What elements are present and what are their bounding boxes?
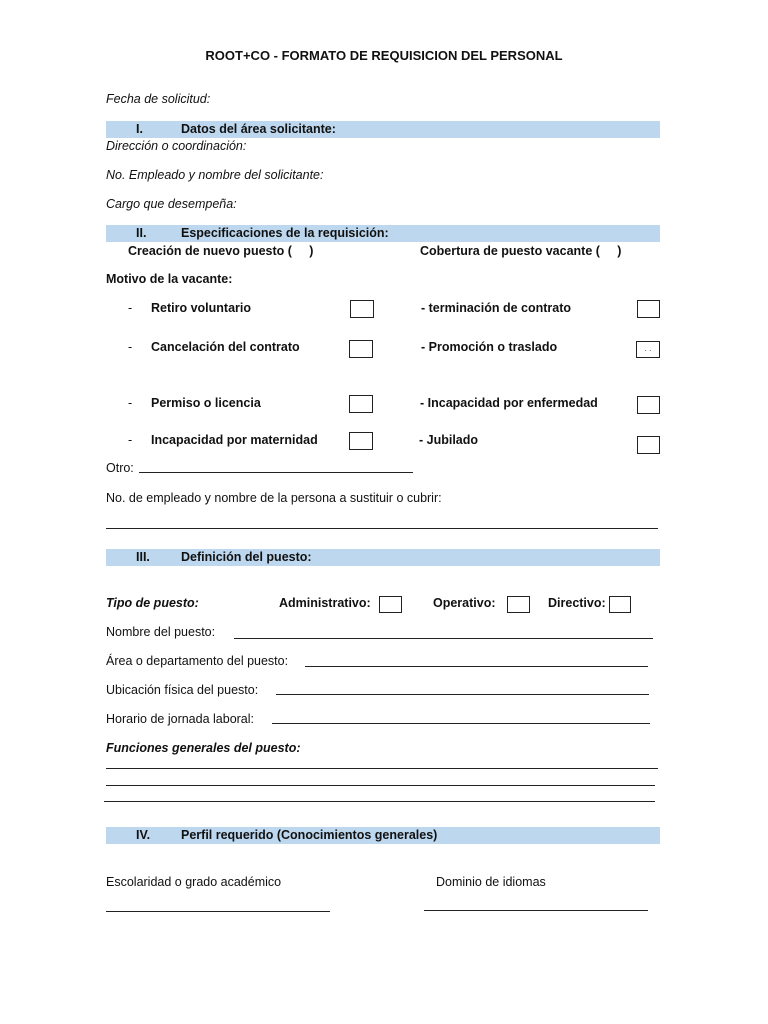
ubicacion-fisica-input-line[interactable] xyxy=(276,694,649,695)
fecha-solicitud-label: Fecha de solicitud: xyxy=(106,92,211,106)
directivo-checkbox[interactable] xyxy=(609,596,631,613)
empleado-solicitante-label: No. Empleado y nombre del solicitante: xyxy=(106,168,324,182)
terminacion-contrato-label: - terminación de contrato xyxy=(421,301,572,315)
section-title: Perfil requerido (Conocimientos generales) xyxy=(181,828,438,842)
idiomas-input-line[interactable] xyxy=(424,910,648,911)
incapacidad-enfermedad-label: - Incapacidad por enfermedad xyxy=(420,396,598,410)
otro-input-line[interactable] xyxy=(139,472,413,473)
horario-jornada-input-line[interactable] xyxy=(272,723,650,724)
section-number: IV. xyxy=(136,828,151,842)
sustituir-label: No. de empleado y nombre de la persona a sustituir o cubrir: xyxy=(106,491,442,505)
funciones-input-line[interactable] xyxy=(104,801,655,802)
funciones-input-line[interactable] xyxy=(106,785,655,786)
operativo-label: Operativo: xyxy=(433,596,496,610)
permiso-licencia-label: Permiso o licencia xyxy=(151,396,261,410)
cobertura-vacante-option[interactable]: Cobertura de puesto vacante ( ) xyxy=(420,244,622,258)
page-title: ROOT+CO - FORMATO DE REQUISICION DEL PERSONAL xyxy=(205,48,563,63)
section-number: II. xyxy=(136,226,147,240)
tipo-puesto-label: Tipo de puesto: xyxy=(106,596,199,610)
idiomas-label: Dominio de idiomas xyxy=(436,875,546,889)
section-bar-3 xyxy=(106,549,660,566)
promocion-traslado-label: - Promoción o traslado xyxy=(421,340,558,354)
section-bar-4 xyxy=(106,827,660,844)
directivo-label: Directivo: xyxy=(548,596,606,610)
section-title: Datos del área solicitante: xyxy=(181,122,336,136)
list-dash: - xyxy=(128,340,133,354)
jubilado-label: - Jubilado xyxy=(419,433,479,447)
horario-jornada-label: Horario de jornada laboral: xyxy=(106,712,255,726)
section-bar-2 xyxy=(106,225,660,242)
escolaridad-input-line[interactable] xyxy=(106,911,330,912)
cancelacion-contrato-label: Cancelación del contrato xyxy=(151,340,300,354)
creacion-puesto-option[interactable]: Creación de nuevo puesto ( ) xyxy=(128,244,314,258)
incapacidad-enfermedad-checkbox[interactable] xyxy=(637,396,660,414)
jubilado-checkbox[interactable] xyxy=(637,436,660,454)
area-departamento-label: Área o departamento del puesto: xyxy=(106,654,289,668)
promocion-traslado-checkbox[interactable]: . . xyxy=(636,341,660,358)
list-dash: - xyxy=(128,433,133,447)
direccion-label: Dirección o coordinación: xyxy=(106,139,247,153)
operativo-checkbox[interactable] xyxy=(507,596,530,613)
retiro-voluntario-checkbox[interactable] xyxy=(350,300,374,318)
ubicacion-fisica-label: Ubicación física del puesto: xyxy=(106,683,259,697)
otro-label: Otro: xyxy=(106,461,134,475)
permiso-licencia-checkbox[interactable] xyxy=(349,395,373,413)
funciones-generales-label: Funciones generales del puesto: xyxy=(106,741,301,755)
administrativo-label: Administrativo: xyxy=(279,596,371,610)
section-number: III. xyxy=(136,550,150,564)
funciones-input-line[interactable] xyxy=(106,768,658,769)
cargo-label: Cargo que desempeña: xyxy=(106,197,237,211)
administrativo-checkbox[interactable] xyxy=(379,596,402,613)
nombre-puesto-input-line[interactable] xyxy=(234,638,653,639)
sustituir-input-line[interactable] xyxy=(106,528,658,529)
motivo-vacante-label: Motivo de la vacante: xyxy=(106,272,233,286)
list-dash: - xyxy=(128,396,133,410)
section-title: Definición del puesto: xyxy=(181,550,312,564)
incapacidad-maternidad-label: Incapacidad por maternidad xyxy=(151,433,318,447)
section-number: I. xyxy=(136,122,143,136)
area-departamento-input-line[interactable] xyxy=(305,666,648,667)
list-dash: - xyxy=(128,301,133,315)
retiro-voluntario-label: Retiro voluntario xyxy=(151,301,252,315)
section-title: Especificaciones de la requisición: xyxy=(181,226,389,240)
cancelacion-contrato-checkbox[interactable] xyxy=(349,340,373,358)
nombre-puesto-label: Nombre del puesto: xyxy=(106,625,216,639)
incapacidad-maternidad-checkbox[interactable] xyxy=(349,432,373,450)
escolaridad-label: Escolaridad o grado académico xyxy=(106,875,282,889)
terminacion-contrato-checkbox[interactable] xyxy=(637,300,660,318)
section-bar-1 xyxy=(106,121,660,138)
